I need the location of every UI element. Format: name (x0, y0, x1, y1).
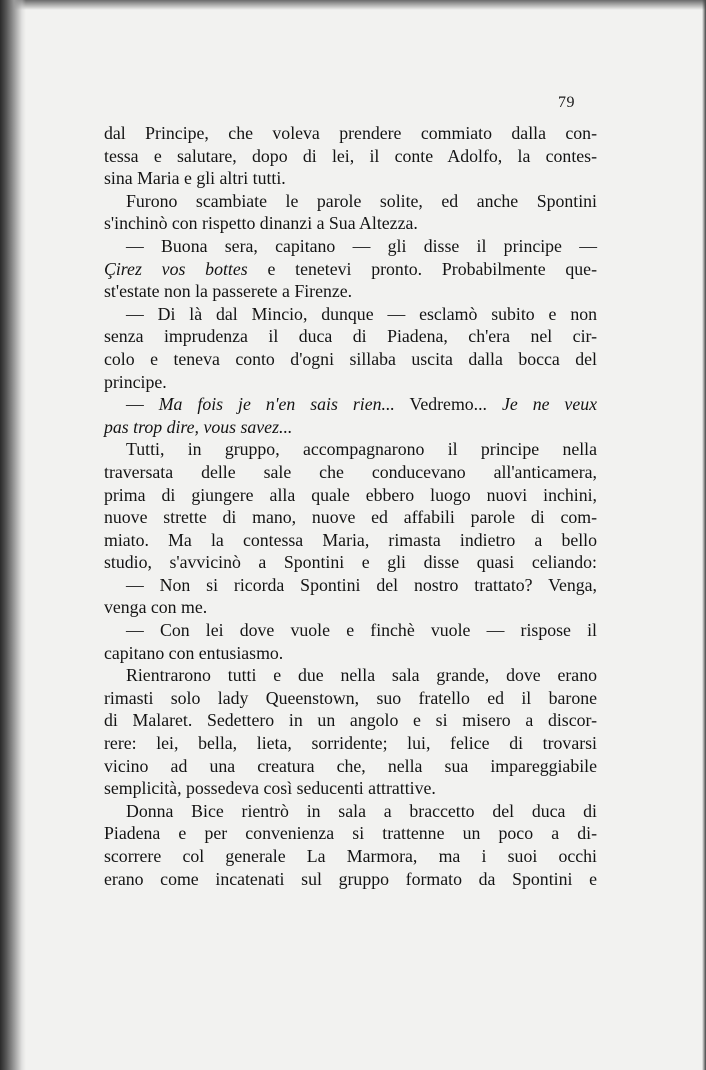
text-line: studio, s'avvicinò a Spontini e gli disse quasi celiando: (104, 552, 597, 573)
italic-phrase: Çirez vos bottes (104, 258, 248, 279)
italic-phrase: Je ne veux (501, 394, 597, 415)
text-line: principe. (104, 371, 167, 392)
text-span: — (126, 394, 159, 415)
italic-phrase: Ma fois je n'en sais rien... (158, 394, 395, 415)
text-line: st'estate non la passerete a Firenze. (104, 281, 353, 302)
text-line: nuove strette di mano, nuove ed affabili parole di com- (104, 507, 597, 528)
text-line: prima di giungere alla quale ebbero luogo nuovi inchini, (104, 484, 597, 505)
text-line: rimasti solo lady Queenstown, suo fratello ed il barone (104, 687, 597, 708)
text-line: Tutti, in gruppo, accompagnarono il principe nella (126, 439, 597, 460)
text-line: senza imprudenza il duca di Piadena, ch'era nel cir- (104, 326, 597, 347)
text-line: tessa e salutare, dopo di lei, il conte Adolfo, la contes- (104, 145, 597, 166)
italic-phrase: pas trop dire, vous savez... (104, 416, 293, 437)
text-line: colo e teneva conto d'ogni sillaba uscita dalla bocca del (104, 348, 597, 369)
text-line: traversata delle sale che conducevano all'anticamera, (104, 461, 597, 482)
text-line: rere: lei, bella, lieta, sorridente; lui, felice di trovarsi (104, 733, 597, 754)
page-number: 79 (558, 94, 575, 111)
text-span: e tenetevi pronto. Probabilmente que- (247, 258, 597, 279)
page-top-shadow (0, 0, 706, 10)
text-line: Rientrarono tutti e due nella sala grande, dove erano (126, 665, 597, 686)
page-right-edge (702, 0, 706, 1070)
text-line: dal Principe, che voleva prendere commiato dalla con- (104, 123, 597, 143)
text-line: Donna Bice rientrò in sala a braccetto del duca di (126, 800, 597, 821)
text-line: — Di là dal Mincio, dunque — esclamò subito e non (126, 303, 597, 324)
text-line (104, 393, 597, 416)
text-line: erano come incatenati sul gruppo formato da Spontini e (104, 868, 597, 889)
text-line: vicino ad una creatura che, nella sua impareggiabile (104, 755, 597, 776)
text-line: capitano con entusiasmo. (104, 642, 284, 663)
text-line: Furono scambiate le parole solite, ed anche Spontini (126, 190, 597, 211)
text-line: s'inchinò con rispetto dinanzi a Sua Altezza. (104, 213, 418, 234)
text-line: semplicità, possedeva così seducenti attrattive. (104, 778, 436, 799)
text-line: — Non si ricorda Spontini del nostro trattato? Venga, (126, 574, 597, 595)
text-line (104, 416, 597, 439)
text-line: — Con lei dove vuole e finchè vuole — rispose il (126, 620, 597, 641)
text-line (104, 258, 597, 281)
body-text (104, 122, 597, 890)
text-line: sina Maria e gli altri tutti. (104, 168, 286, 189)
text-line: — Buona sera, capitano — gli disse il principe — (126, 235, 597, 256)
text-line: di Malaret. Sedettero in un angolo e si misero a discor- (104, 710, 597, 731)
text-span: Vedremo... (394, 394, 502, 415)
text-line: scorrere col generale La Marmora, ma i suoi occhi (104, 846, 597, 866)
book-spine-shadow (0, 0, 26, 1070)
text-line: venga con me. (104, 597, 208, 618)
text-line: miato. Ma la contessa Maria, rimasta indietro a bello (104, 529, 597, 550)
text-line: Piadena e per convenienza si trattenne un poco a di- (104, 823, 597, 844)
